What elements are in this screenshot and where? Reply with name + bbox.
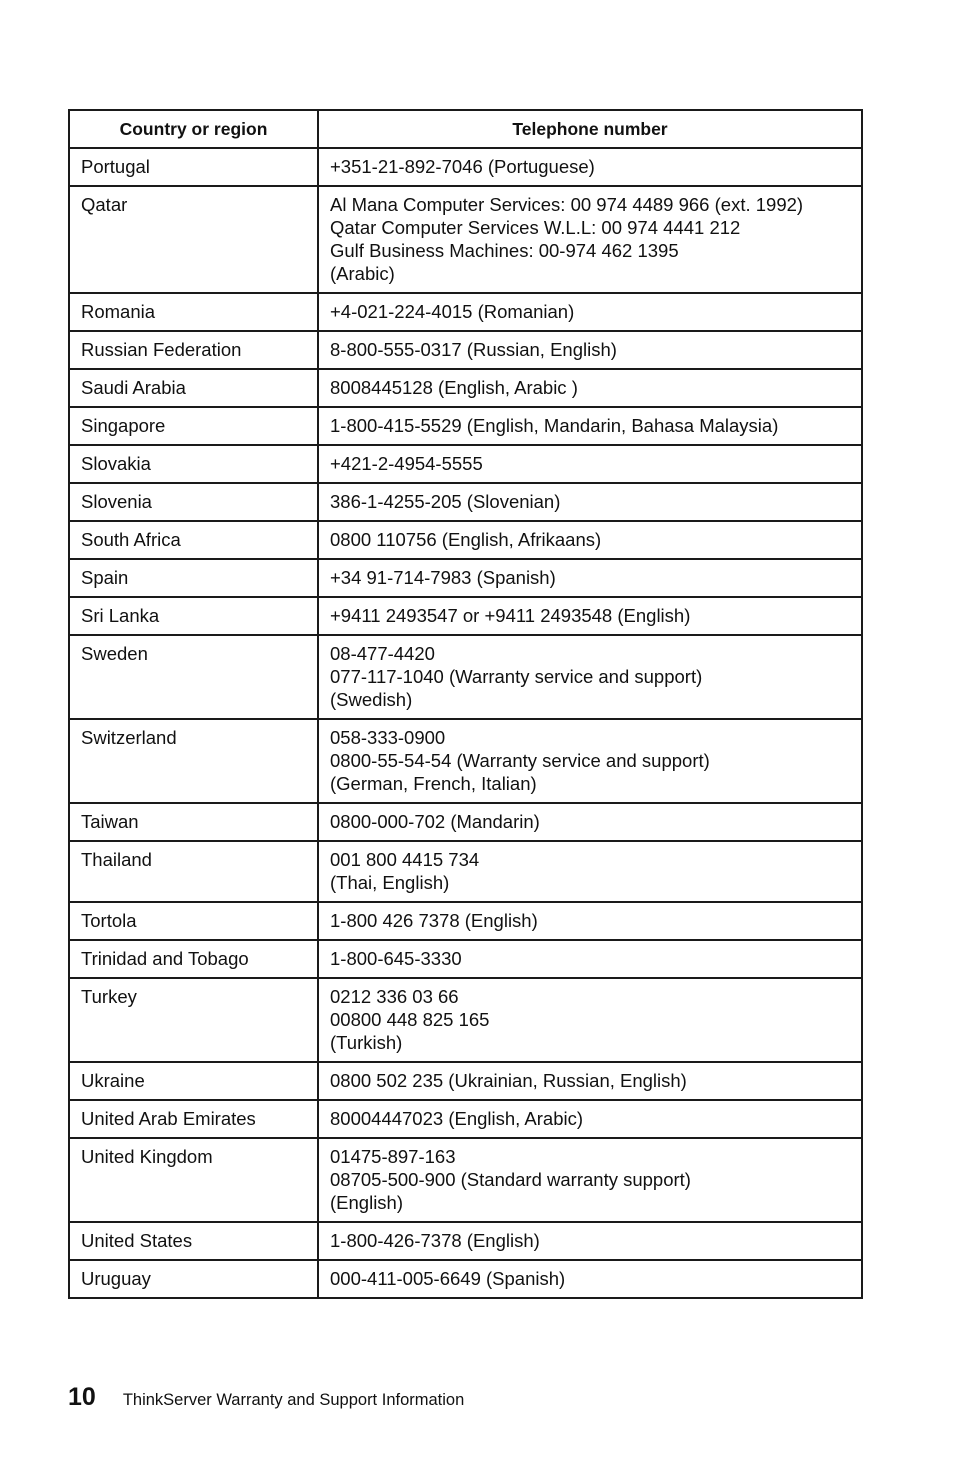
phone-cell: +421-2-4954-5555 [318,445,862,483]
table-row [69,1138,862,1222]
phone-cell: 8008445128 (English, Arabic ) [318,369,862,407]
table-row [69,719,862,803]
phone-cell: 1-800-415-5529 (English, Mandarin, Bahasa Malaysia) [318,407,862,445]
country-cell: Slovakia [69,445,318,483]
country-cell: Slovenia [69,483,318,521]
country-cell: United Arab Emirates [69,1100,318,1138]
table-row [69,1100,862,1138]
phone-cell: 0800 502 235 (Ukrainian, Russian, English) [318,1062,862,1100]
table-row [69,635,862,719]
phone-cell: 01475-897-163 08705-500-900 (Standard warranty support) (English) [318,1138,862,1222]
phone-cell: 386-1-4255-205 (Slovenian) [318,483,862,521]
country-cell: Turkey [69,978,318,1062]
phone-cell: Al Mana Computer Services: 00 974 4489 966 (ext. 1992) Qatar Computer Services W.L.L: 00 974 4441 212 Gulf Business Machines: 00-974 462 1395 (Arabic) [318,186,862,293]
table-body [69,148,862,1298]
phone-cell: 0800-000-702 (Mandarin) [318,803,862,841]
phone-cell: 0212 336 03 66 00800 448 825 165 (Turkish) [318,978,862,1062]
phone-cell: 0800 110756 (English, Afrikaans) [318,521,862,559]
column-header-telephone: Telephone number [318,110,862,148]
table-row [69,521,862,559]
table-row [69,940,862,978]
country-cell: Tortola [69,902,318,940]
country-cell: South Africa [69,521,318,559]
table-row [69,978,862,1062]
table-row [69,803,862,841]
table-row [69,483,862,521]
phone-cell: 8-800-555-0317 (Russian, English) [318,331,862,369]
phone-cell: +4-021-224-4015 (Romanian) [318,293,862,331]
table-row [69,597,862,635]
phone-cell: +351-21-892-7046 (Portuguese) [318,148,862,186]
column-header-country: Country or region [69,110,318,148]
page-number: 10 [68,1383,96,1411]
country-cell: Romania [69,293,318,331]
country-cell: United States [69,1222,318,1260]
support-phone-table [68,109,863,1299]
phone-cell: 1-800-645-3330 [318,940,862,978]
phone-cell: 1-800 426 7378 (English) [318,902,862,940]
country-cell: Thailand [69,841,318,902]
table-header-row [69,110,862,148]
phone-cell: 1-800-426-7378 (English) [318,1222,862,1260]
document-title: ThinkServer Warranty and Support Information [122,1391,465,1409]
table-row [69,1062,862,1100]
country-cell: Switzerland [69,719,318,803]
table-row [69,1222,862,1260]
country-cell: Taiwan [69,803,318,841]
phone-cell: 000-411-005-6649 (Spanish) [318,1260,862,1298]
country-cell: Sweden [69,635,318,719]
phone-cell: 001 800 4415 734 (Thai, English) [318,841,862,902]
table-row [69,148,862,186]
table-row [69,1260,862,1298]
country-cell: Trinidad and Tobago [69,940,318,978]
table-row [69,331,862,369]
table-row [69,407,862,445]
phone-cell: 80004447023 (English, Arabic) [318,1100,862,1138]
table-row [69,841,862,902]
country-cell: Singapore [69,407,318,445]
country-cell: Qatar [69,186,318,293]
table-row [69,186,862,293]
table-row [69,369,862,407]
phone-cell: 058-333-0900 0800-55-54-54 (Warranty service and support) (German, French, Italian) [318,719,862,803]
country-cell: United Kingdom [69,1138,318,1222]
country-cell: Sri Lanka [69,597,318,635]
country-cell: Russian Federation [69,331,318,369]
country-cell: Portugal [69,148,318,186]
table-row [69,293,862,331]
table-row [69,902,862,940]
table-row [69,445,862,483]
phone-cell: +34 91-714-7983 (Spanish) [318,559,862,597]
country-cell: Spain [69,559,318,597]
phone-cell: 08-477-4420 077-117-1040 (Warranty service and support) (Swedish) [318,635,862,719]
country-cell: Saudi Arabia [69,369,318,407]
country-cell: Uruguay [69,1260,318,1298]
table-row [69,559,862,597]
page-footer [68,1383,464,1412]
country-cell: Ukraine [69,1062,318,1100]
phone-cell: +9411 2493547 or +9411 2493548 (English) [318,597,862,635]
